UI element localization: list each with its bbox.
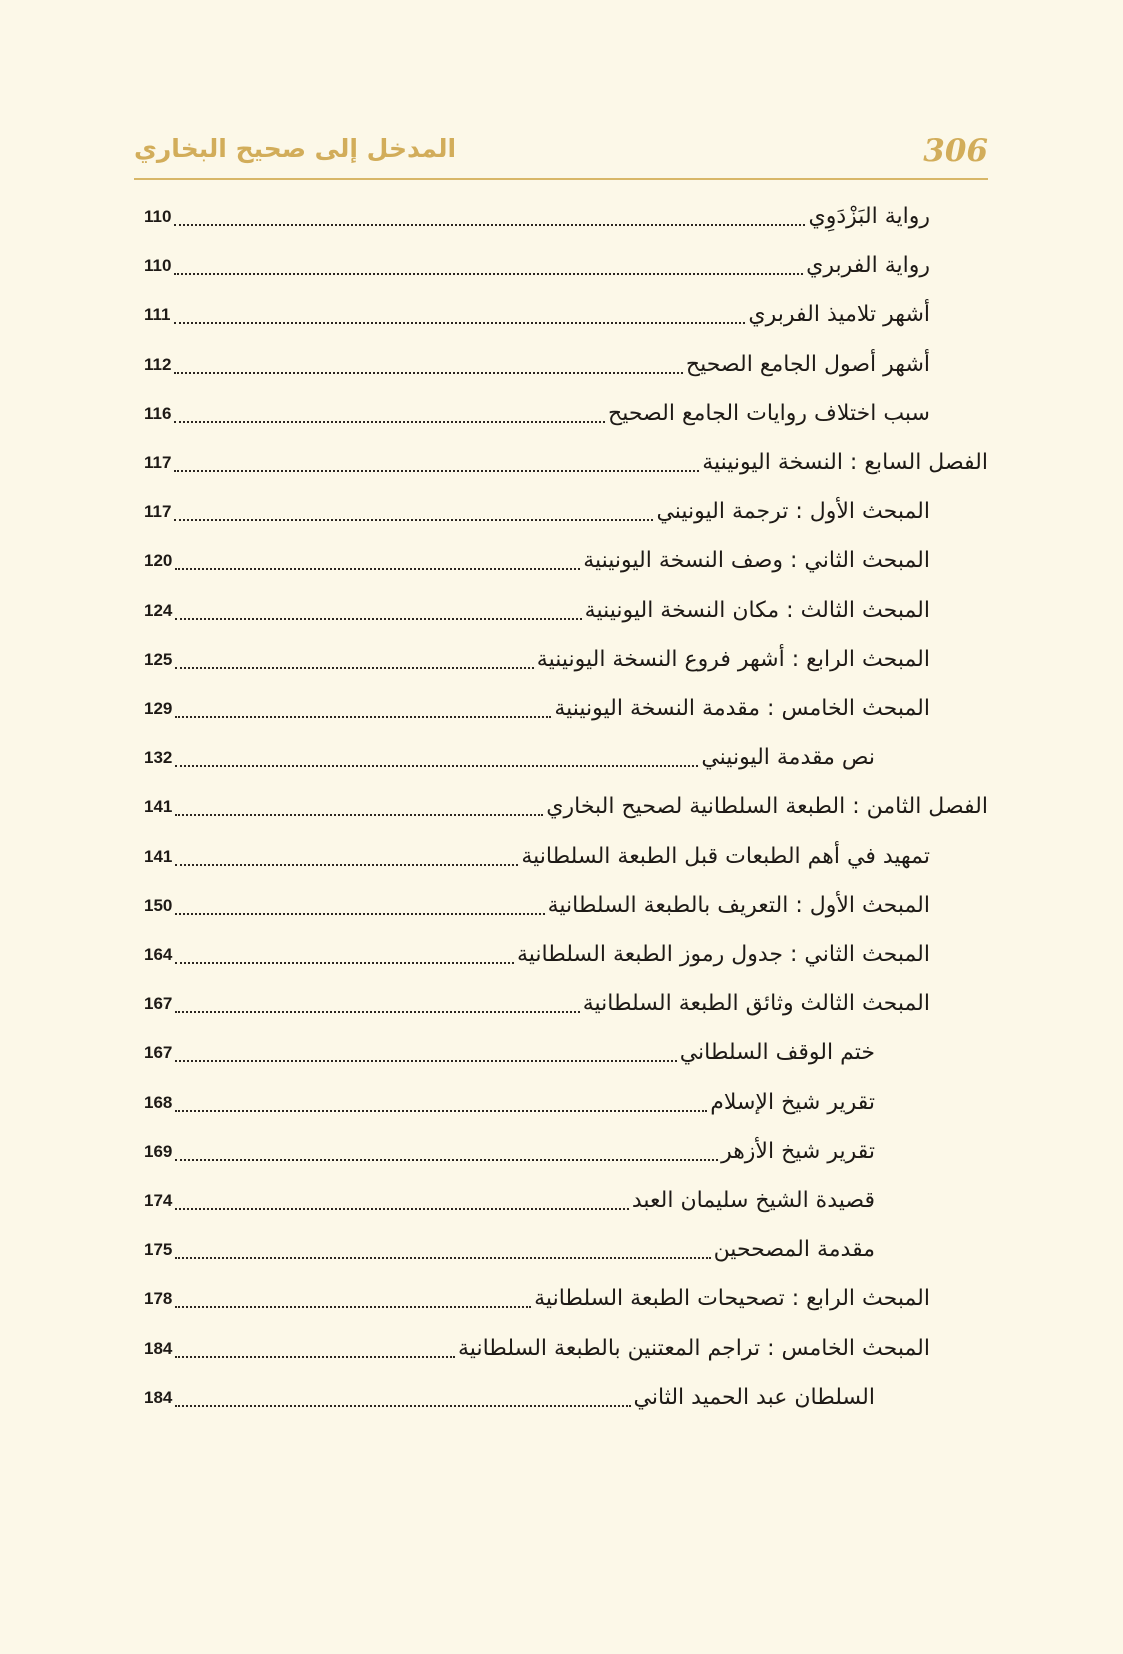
toc-entry xyxy=(144,1181,875,1221)
toc-entry-page-number: 141 xyxy=(144,797,173,817)
toc-entry-title: المبحث الثالث : مكان النسخة اليونينية xyxy=(584,597,930,623)
toc-entry xyxy=(144,443,988,483)
toc-entry xyxy=(144,295,930,335)
toc-entry-page-number: 129 xyxy=(144,699,173,718)
toc-dot-leader xyxy=(175,814,543,816)
toc-entry-page-number: 168 xyxy=(144,1092,173,1112)
toc-entry-title: نص مقدمة اليونيني xyxy=(701,745,875,771)
page-number: 306 xyxy=(923,133,988,169)
toc-entry-title: المبحث الثاني : جدول رموز الطبعة السلطانية xyxy=(516,942,930,967)
toc-entry xyxy=(144,492,930,532)
toc-entry xyxy=(144,738,875,778)
toc-entry xyxy=(144,837,930,877)
toc-entry-title: قصيدة الشيخ سليمان العبد xyxy=(631,1188,875,1213)
toc-entry xyxy=(144,591,930,631)
toc-entry xyxy=(144,345,930,385)
toc-dot-leader xyxy=(174,322,746,324)
toc-entry xyxy=(144,886,930,926)
toc-dot-leader xyxy=(175,1159,718,1161)
toc-dot-leader xyxy=(175,1208,629,1210)
toc-entry-title: المبحث الرابع : تصحيحات الطبعة السلطانية xyxy=(534,1286,930,1312)
toc-entry xyxy=(144,1230,875,1270)
toc-entry-title: تمهيد في أهم الطبعات قبل الطبعة السلطانية xyxy=(521,843,930,869)
toc-dot-leader xyxy=(174,224,805,226)
toc-entry-page-number: 125 xyxy=(144,649,173,669)
toc-entry-page-number: 117 xyxy=(144,502,172,522)
toc-dot-leader xyxy=(175,1405,630,1407)
toc-entry-page-number: 167 xyxy=(144,994,173,1014)
toc-entry xyxy=(144,1132,875,1172)
toc-entry-page-number: 120 xyxy=(144,551,173,571)
toc-entry xyxy=(144,935,930,975)
toc-entry-page-number: 167 xyxy=(144,1043,173,1063)
toc-dot-leader xyxy=(175,864,518,866)
toc-entry-page-number: 124 xyxy=(144,600,173,620)
toc-dot-leader xyxy=(175,716,551,718)
toc-entry-title: تقرير شيخ الإسلام xyxy=(710,1089,875,1115)
toc-entry-page-number: 150 xyxy=(144,895,173,915)
toc-entry xyxy=(144,541,930,581)
toc-entry-title: الفصل السابع : النسخة اليونينية xyxy=(702,450,988,475)
toc-entry-page-number: 132 xyxy=(144,748,173,768)
toc-entry-page-number: 184 xyxy=(144,1338,173,1358)
toc-entry-page-number: 111 xyxy=(144,305,171,325)
toc-dot-leader xyxy=(175,1060,676,1062)
toc-entry-page-number: 174 xyxy=(144,1191,173,1210)
toc-entry-title: المبحث الخامس : تراجم المعتنين بالطبعة السلطانية xyxy=(458,1335,930,1361)
toc-entry xyxy=(144,1329,930,1369)
toc-entry xyxy=(144,1033,875,1073)
toc-entry xyxy=(144,1378,875,1418)
toc-entry-title: أشهر أصول الجامع الصحيح xyxy=(685,351,930,377)
toc-entry-title: رواية البَزْدَوِي xyxy=(808,204,930,229)
toc-entry xyxy=(144,197,930,237)
toc-dot-leader xyxy=(175,667,533,669)
toc-dot-leader xyxy=(175,765,698,767)
toc-entry-page-number: 184 xyxy=(144,1387,173,1407)
toc-dot-leader xyxy=(174,372,682,374)
toc-entry xyxy=(144,394,930,434)
toc-entry-title: ختم الوقف السلطاني xyxy=(679,1040,875,1066)
toc-dot-leader xyxy=(175,1011,579,1013)
toc-entry xyxy=(144,689,930,729)
toc-entry-page-number: 112 xyxy=(144,354,172,374)
toc-entry xyxy=(144,246,930,286)
toc-entry-page-number: 141 xyxy=(144,846,173,866)
toc-entry xyxy=(144,787,988,827)
toc-dot-leader xyxy=(175,1356,455,1358)
toc-entry-title: أشهر تلاميذ الفربري xyxy=(748,302,930,328)
toc-entry-page-number: 117 xyxy=(144,453,172,472)
toc-entry-page-number: 116 xyxy=(144,403,172,423)
toc-entry-title: رواية الفربري xyxy=(806,253,930,279)
toc-entry xyxy=(144,640,930,680)
toc-entry xyxy=(144,1279,930,1319)
toc-dot-leader xyxy=(174,470,699,472)
toc-entry-title: مقدمة المصححين xyxy=(713,1237,875,1263)
toc-entry xyxy=(144,1083,875,1123)
toc-entry-title: المبحث الخامس : مقدمة النسخة اليونينية xyxy=(554,696,930,721)
toc-entry-title: المبحث الثالث وثائق الطبعة السلطانية xyxy=(582,991,930,1017)
toc-dot-leader xyxy=(175,1257,710,1259)
running-title: المدخل إلى صحيح البخاري xyxy=(134,134,457,163)
toc-dot-leader xyxy=(175,962,514,964)
toc-entry-page-number: 110 xyxy=(144,207,172,226)
toc-dot-leader xyxy=(174,273,803,275)
toc-entry xyxy=(144,984,930,1024)
toc-entry-title: المبحث الثاني : وصف النسخة اليونينية xyxy=(583,548,930,574)
toc-entry-title: المبحث الأول : التعريف بالطبعة السلطانية xyxy=(547,892,930,918)
toc-entry-title: الفصل الثامن : الطبعة السلطانية لصحيح البخاري xyxy=(546,794,988,820)
toc-entry-page-number: 178 xyxy=(144,1289,173,1309)
toc-dot-leader xyxy=(175,1306,531,1308)
toc-entry-title: المبحث الرابع : أشهر فروع النسخة اليونينية xyxy=(536,646,930,672)
toc-entry-page-number: 175 xyxy=(144,1240,173,1260)
toc-entry-title: المبحث الأول : ترجمة اليونيني xyxy=(656,499,930,525)
toc-dot-leader xyxy=(174,421,605,423)
toc-dot-leader xyxy=(174,519,653,521)
toc-dot-leader xyxy=(175,568,580,570)
toc-dot-leader xyxy=(175,913,544,915)
toc-dot-leader xyxy=(175,1110,707,1112)
toc-entry-page-number: 169 xyxy=(144,1141,173,1161)
toc-dot-leader xyxy=(175,618,581,620)
toc-entry-page-number: 164 xyxy=(144,945,173,964)
toc-entry-title: السلطان عبد الحميد الثاني xyxy=(633,1384,875,1410)
toc-entry-page-number: 110 xyxy=(144,256,172,276)
toc-entry-title: سبب اختلاف روايات الجامع الصحيح xyxy=(608,400,930,426)
toc-entry-title: تقرير شيخ الأزهر xyxy=(721,1138,875,1164)
